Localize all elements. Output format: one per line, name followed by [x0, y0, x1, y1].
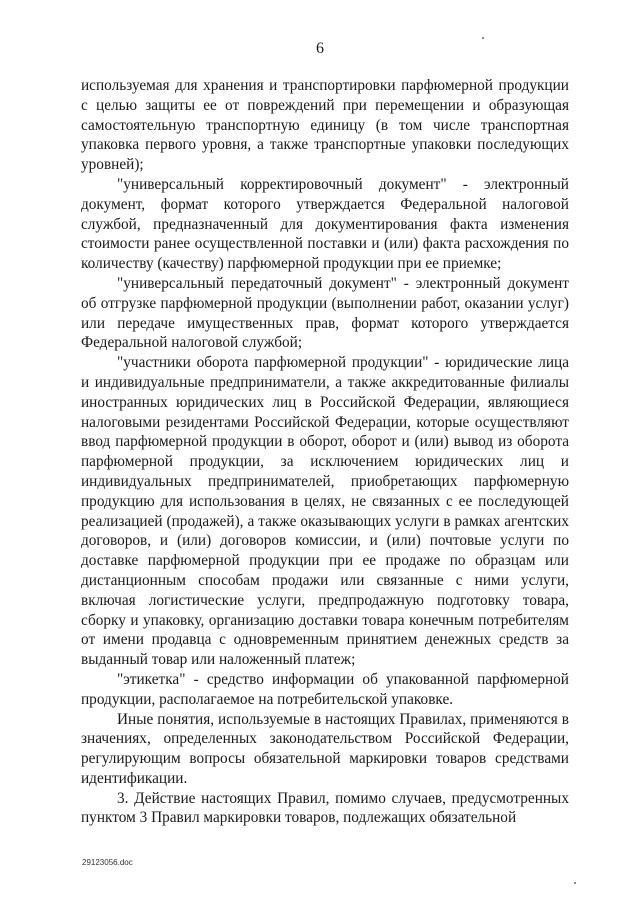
paragraph-corrective-document: "универсальный корректировочный документ" - электронный документ, формат которого утверждается Федеральной налоговой службой, предназначенный для документирования факта изменения стоимости ранее осуществленной поставки и (или) факта расхождения по количеству (качеству) парфюмерной продукции при ее приемке; [81, 175, 569, 273]
paragraph-continuation: используемая для хранения и транспортировки парфюмерной продукции с целью защиты ее от повреждений при перемещении и образующая самостоятельную транспортную единицу (в том числе транспортная упаковка первого уровня, а также транспортные упаковки последующих уровней); [81, 77, 569, 174]
footer-file-code: 29123056.doc [82, 858, 133, 867]
paragraph-section-3: 3. Действие настоящих Правил, помимо случаев, предусмотренных пунктом 3 Правил маркировки товаров, подлежащих обязательной [81, 789, 569, 827]
scan-mark [574, 882, 576, 884]
paragraph-transfer-document: "универсальный передаточный документ" - электронный документ об отгрузке парфюмерной продукции (выполнении работ, оказании услуг) или передаче имущественных прав, формат которого утверждается Федеральной налоговой службой; [81, 274, 569, 352]
paragraph-other-terms: Иные понятия, используемые в настоящих Правилах, применяются в значениях, определенных законодательством Российской Федерации, регулирующим вопросы обязательной маркировки товаров средствами идентификации. [81, 710, 569, 787]
page-number: 6 [316, 40, 324, 57]
scan-mark [482, 37, 484, 39]
paragraph-participants: "участники оборота парфюмерной продукции" - юридические лица и индивидуальные предприниматели, а также аккредитованные филиалы иностранных юридических лиц в Российской Федерации, являющиеся налоговыми резидентами Российской Федерации, которые осуществляют ввод парфюмерной продукции в оборот, оборот и (или) вывод из оборота парфюмерной продукции, за исключением юридических лиц и индивидуальных предпринимателей, приобретающих парфюмерную продукцию для использования в целях, не связанных с ее последующей реализацией (продажей), а также оказывающих услуги в рамках агентских договоров, и (или) договоров комиссии, и (или) почтовые услуги по доставке парфюмерной продукции при ее продаже по образцам или дистанционным способам продажи или связанные с ними услуги, включая логистические услуги, предпродажную подготовку товара, сборку и упаковку, организацию доставки товара конечным потребителям от имени продавца с одновременным принятием денежных средств за выданный товар или наложенный платеж; [81, 354, 569, 669]
paragraph-label: "этикетка" - средство информации об упакованной парфюмерной продукции, располагаемое на потребительской упаковке. [81, 670, 569, 708]
document-body [81, 76, 569, 828]
